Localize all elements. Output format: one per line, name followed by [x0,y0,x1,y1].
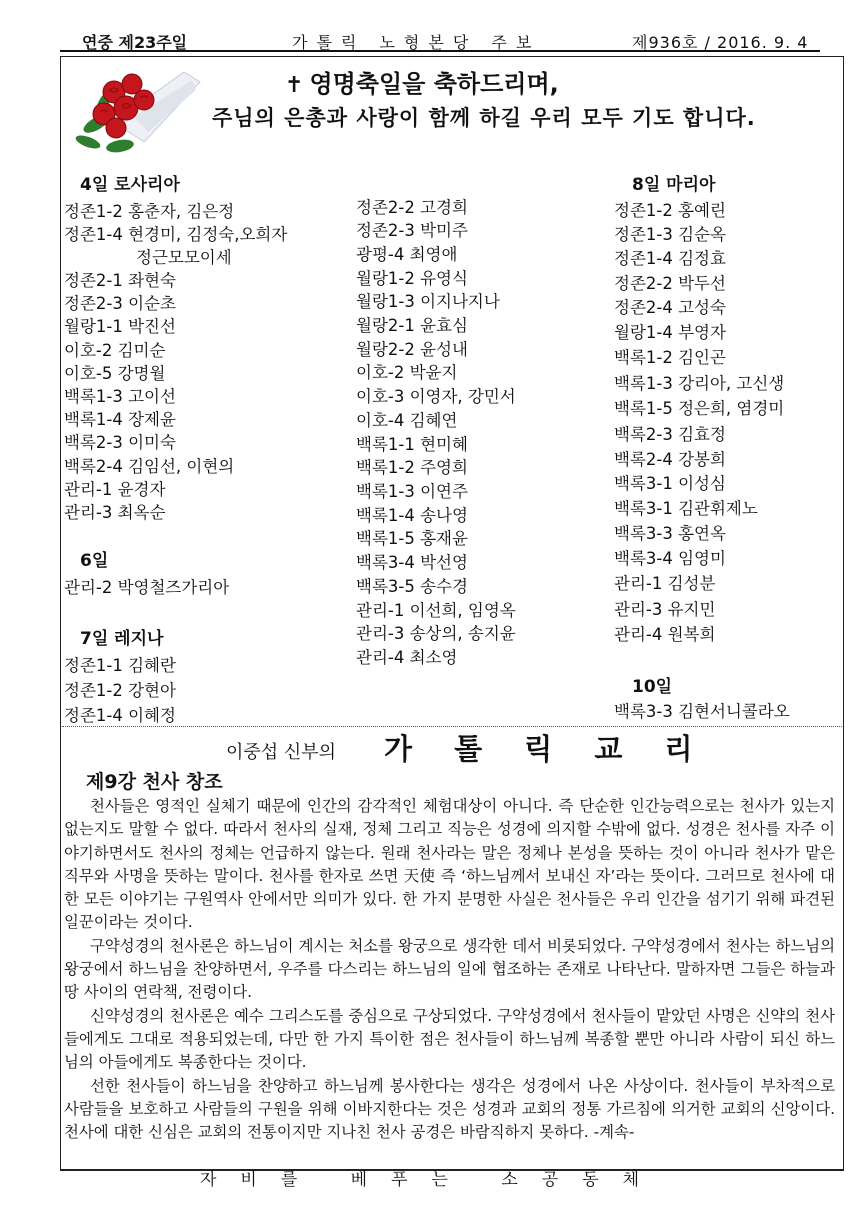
list-item: 백록1-3 강리아, 고신생 [614,374,785,393]
list-item: 광평-4 최영애 [356,245,458,264]
liturgical-week: 연중 제23주일 [82,33,188,52]
paragraph: 구약성경의 천사론은 하느님이 계시는 처소를 왕궁으로 생각한 데서 비롯되었다. 구약성경에서 천사는 하느님의 왕궁에서 하느님을 찬양하면서, 우주를 다스리는 하느님의 일에 협조하는 존재로 나타난다. 말하자면 그들은 하늘과 땅 사이의 연락책, 전령이다. [64,936,835,1002]
list-item: 정존1-2 홍춘자, 김은정 [64,202,235,221]
list-item: 백록3-1 김관휘제노 [614,499,758,518]
list-item: 정존1-4 김정효 [614,249,726,268]
list-item: 이호-5 강명월 [64,364,166,383]
list-item: 관리-3 최옥순 [64,503,166,522]
list-item: 백록3-3 홍연옥 [614,524,726,543]
list-item: 백록2-3 김효정 [614,425,726,444]
rose-bouquet-image [74,62,204,158]
paragraph: 선한 천사들이 하느님을 찬양하고 하느님께 봉사한다는 생각은 성경에서 나온 사상이다. 천사들이 부차적으로 사람들을 보호하고 사람들의 구원을 위해 이바지한다는 것은 성경과 교회의 정통 가르침에 의거한 교회의 신앙이다. 천사에 대한 신심은 교회의 전통이지만 지나친 천사 공경은 바람직하지 못하다. -계속- [64,1076,835,1142]
list-item: 관리-4 원복희 [614,625,716,644]
list-item: 정존1-2 강현아 [64,681,176,700]
list-item: 백록1-5 홍재윤 [356,529,468,548]
lesson-title: 제9강 천사 창조 [86,771,223,793]
list-item: 관리-2 박영철즈가리아 [64,578,230,597]
list-item: 관리-1 김성분 [614,574,716,593]
list-item: 관리-4 최소영 [356,648,458,667]
list-item: 백록1-4 송나영 [356,506,468,525]
catechism-author: 이중섭 신부의 [226,742,337,763]
list-item: 정근모모이세 [136,248,232,267]
list-item: 백록1-2 주영희 [356,458,468,477]
list-item: 백록2-4 강봉희 [614,450,726,469]
list-item: 이호-4 김혜연 [356,411,458,430]
list-item: 백록3-4 임영미 [614,549,726,568]
list-item: 백록2-4 김임선, 이현의 [64,457,235,476]
feast-day-heading: 10일 [632,677,673,697]
paragraph: 천사들은 영적인 실체기 때문에 인간의 감각적인 체험대상이 아니다. 즉 단순한 인간능력으로는 천사가 있는지 없는지도 말할 수 없다. 따라서 천사의 실재, 정체 그리고 직능은 성경에 의지할 수밖에 없다. 성경은 천사를 자주 이야기하면서도 천사의 정체는 언급하지 않는다. 원래 천사라는 말은 정체나 본성을 뜻하는 것이 아니라 천사가 맡은 직무와 사명을 뜻하는 말이다. 천사를 한자로 쓰면 天使 즉 ‘하느님께서 보내신 자’라는 뜻이다. 그러므로 천사에 대한 모든 이야기는 구원역사 안에서만 의미가 있다. 한 가지 분명한 사실은 천사들은 우리 인간을 섬기기 위해 파견된 일꾼이라는 것이다. [64,797,835,932]
list-item: 이호-3 이영자, 강민서 [356,387,516,406]
list-item: 백록1-3 이연주 [356,482,468,501]
list-item: 백록1-4 장제윤 [64,410,176,429]
list-item: 관리-1 이선희, 임영옥 [356,601,516,620]
list-item: 백록3-4 박선영 [356,553,468,572]
feast-day-heading: 6일 [80,551,109,571]
paragraph: 신약성경의 천사론은 예수 그리스도를 중심으로 구상되었다. 구약성경에서 천사들이 맡았던 사명은 신약의 천사들에게도 그대로 적용되었는데, 다만 한 가지 특이한 점은 천사들이 하느님께 복종할 뿐만 아니라 사람이 되신 하느님의 아들에게도 복종한다는 것이다. [64,1006,835,1072]
list-item: 월랑2-2 윤성내 [356,340,468,359]
greeting-heading: ✝ 영명축일을 축하드리며, [285,70,559,98]
bulletin-title: 가톨릭 노형본당 주보 [292,33,541,52]
list-item: 월랑1-4 부영자 [614,323,726,342]
list-item: 백록1-2 김인곤 [614,348,726,367]
list-item: 관리-3 유지민 [614,600,716,619]
list-item: 백록1-1 현미혜 [356,435,468,454]
list-item: 월랑1-1 박진선 [64,317,176,336]
list-item: 백록1-5 정은희, 염경미 [614,399,785,418]
list-item: 백록1-3 고이선 [64,387,176,406]
feast-day-heading: 7일 레지나 [80,629,164,649]
list-item: 정존2-1 좌현숙 [64,271,176,290]
list-item: 백록2-3 이미숙 [64,433,176,452]
list-item: 월랑1-2 유영식 [356,269,468,288]
list-item: 정존1-4 현경미, 김정숙,오희자 [64,225,288,244]
list-item: 관리-1 윤경자 [64,480,166,499]
list-item: 정존1-1 김혜란 [64,656,176,675]
list-item: 관리-3 송상의, 송지윤 [356,624,516,643]
list-item: 백록3-5 송수경 [356,577,468,596]
catechism-body [64,795,835,1144]
list-item: 정존2-3 박미주 [356,221,468,240]
issue-number-date: 제936호 / 2016. 9. 4 [632,33,809,52]
footer-motto: 자비를 베푸는 소공동체 [200,1170,664,1190]
list-item: 정존1-3 김순옥 [614,225,726,244]
list-item: 정존2-2 박두선 [614,274,726,293]
bulletin-header [60,30,820,52]
list-item: 월랑1-3 이지나지나 [356,292,500,311]
list-item: 이호-2 김미순 [64,341,166,360]
list-item: 백록3-3 김현서니콜라오 [614,702,790,721]
list-item: 정존2-3 이순초 [64,294,176,313]
list-item: 정존1-2 홍예린 [614,201,726,220]
list-item: 정존2-4 고성숙 [614,298,726,317]
list-item: 정존2-2 고경희 [356,198,468,217]
list-item: 백록3-1 이성심 [614,474,726,493]
feast-day-heading: 4일 로사리아 [80,175,180,195]
cross-icon: ✝ [285,73,304,98]
list-item: 정존1-4 이혜정 [64,706,176,725]
list-item: 이호-2 박윤지 [356,363,458,382]
feast-day-heading: 8일 마리아 [632,175,716,195]
list-item: 월랑2-1 윤효심 [356,316,468,335]
catechism-title: 가 톨 릭 교 리 [384,732,709,766]
greeting-subheading: 주님의 은총과 사랑이 함께 하길 우리 모두 기도 합니다. [212,106,756,130]
